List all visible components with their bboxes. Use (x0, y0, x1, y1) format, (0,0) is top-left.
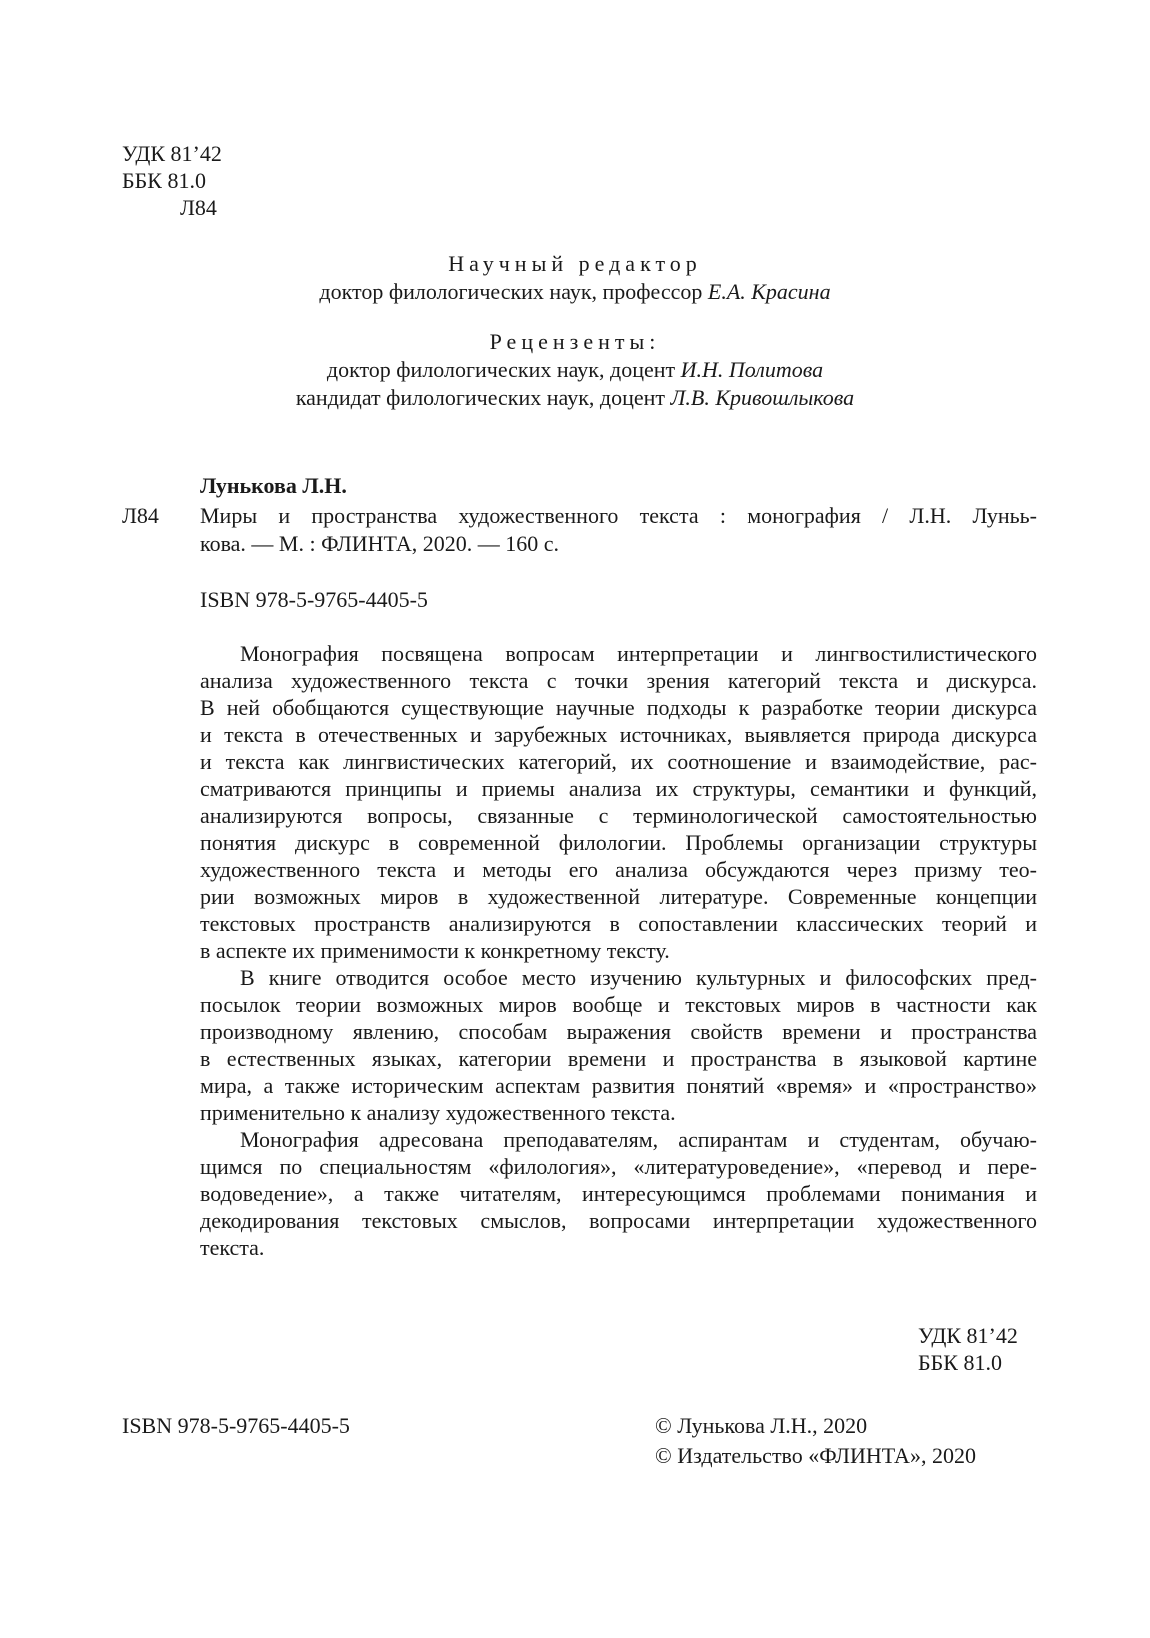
reviewer-line (0, 356, 1150, 384)
bbk-code: ББК 81.0 (122, 168, 206, 193)
copyright-author: © Лунькова Л.Н., 2020 (655, 1413, 868, 1438)
editor-degree: доктор филологических наук, профессор (319, 279, 703, 304)
editor-line (0, 278, 1150, 306)
abstract-line: текстовых пространств анализируются в сопоставлении классических теорий и (200, 911, 1037, 936)
abstract-line: Монография посвящена вопросам интерпретации и лингвостилистического (240, 641, 1037, 666)
abstract-line: производному явлению, способам выражения свойств времени и пространства (200, 1019, 1037, 1044)
abstract-line: и текста как лингвистических категорий, их соотношение и взаимодействие, рас- (200, 749, 1037, 774)
abstract-line: в аспекте их применимости к конкретному тексту. (200, 938, 670, 963)
abstract-line: анализируются вопросы, связанные с терминологической самостоятельностью (200, 803, 1037, 828)
abstract-line: В книге отводится особое место изучению культурных и философских пред- (240, 965, 1037, 990)
abstract-line: понятия дискурс в современной филологии. Проблемы организации структуры (200, 830, 1037, 855)
abstract-line: рии возможных миров в художественной литературе. Современные концепции (200, 884, 1037, 909)
abstract-line: текста. (200, 1235, 265, 1260)
record-isbn: ISBN 978-5-9765-4405-5 (200, 587, 428, 612)
editor-heading: Научный редактор (448, 251, 702, 276)
abstract-line: сматриваются принципы и приемы анализа их структуры, семантики и функций, (200, 776, 1037, 801)
record-description-line-1: Миры и пространства художественного текста : монография / Л.Н. Луньь- (200, 503, 1037, 528)
abstract-line: мира, а также историческим аспектам развития понятий «время» и «пространство» (200, 1073, 1037, 1098)
abstract-line: в естественных языках, категории времени и пространства в языковой картине (200, 1046, 1037, 1071)
abstract-line: посылок теории возможных миров вообще и текстовых миров в частности как (200, 992, 1037, 1017)
reviewer-name: И.Н. Политова (680, 357, 824, 382)
abstract-line: В ней обобщаются существующие научные подходы к разработке теории дискурса (200, 695, 1037, 720)
reviewer-name: Л.В. Кривошлыкова (670, 385, 855, 410)
abstract-line: Монография адресована преподавателям, аспирантам и студентам, обучаю- (240, 1127, 1037, 1152)
udk-code: УДК 81’42 (918, 1323, 1018, 1348)
classification-bottom (918, 1322, 1018, 1376)
abstract-line: декодирования текстовых смыслов, вопросами интерпретации художественного (200, 1208, 1037, 1233)
record-index-code: Л84 (122, 503, 159, 528)
record-author: Лунькова Л.Н. (200, 473, 347, 498)
bbk-code: ББК 81.0 (918, 1350, 1002, 1375)
copyright-block (655, 1412, 976, 1472)
reviewers-heading: Рецензенты: (489, 329, 661, 354)
record-description-line-2: кова. — М. : ФЛИНТА, 2020. — 160 с. (200, 531, 560, 556)
editor-name: Е.А. Красина (707, 279, 831, 304)
classification-top (122, 140, 222, 221)
reviewer-line (0, 384, 1150, 412)
abstract-line: художественного текста и методы его анализа обсуждаются через призму тео- (200, 857, 1037, 882)
abstract-line: щимся по специальностям «филология», «литературоведение», «перевод и пере- (200, 1154, 1037, 1179)
abstract-line: анализа художественного текста с точки зрения категорий текста и дискурса. (200, 668, 1037, 693)
abstract-line: водоведение», а также читателям, интересующимся проблемами понимания и (200, 1181, 1037, 1206)
editors-block (0, 250, 1150, 412)
reviewer-degree: кандидат филологических наук, доцент (295, 385, 665, 410)
abstract (200, 640, 1037, 1261)
copyright-publisher: © Издательство «ФЛИНТА», 2020 (655, 1443, 976, 1468)
reviewer-degree: доктор филологических наук, доцент (326, 357, 676, 382)
author-mark: Л84 (180, 195, 217, 220)
abstract-line: и текста в отечественных и зарубежных источниках, выявляется природа дискурса (200, 722, 1037, 747)
footer-isbn: ISBN 978-5-9765-4405-5 (122, 1413, 350, 1438)
abstract-line: применительно к анализу художественного текста. (200, 1100, 676, 1125)
udk-code: УДК 81’42 (122, 141, 222, 166)
